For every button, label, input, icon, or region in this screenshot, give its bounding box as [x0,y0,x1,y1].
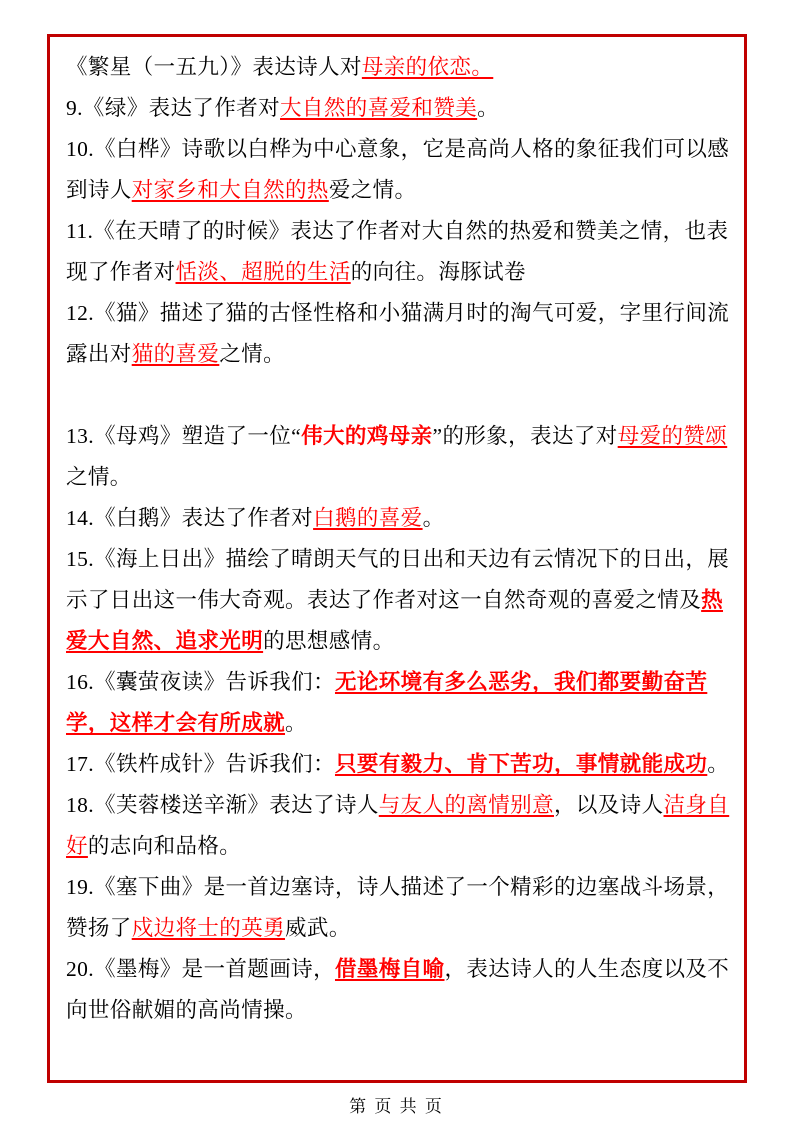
plain-text: 14.《白鹅》表达了作者对 [66,506,314,530]
plain-text: 12.《猫》描述了猫的古怪性格和小猫满月时的淘气可爱，字里行间流露出对 [66,301,730,366]
plain-text: 的向往。海豚试卷 [350,260,526,284]
plain-text: 18.《芙蓉楼送辛渐》表达了诗人 [66,793,379,817]
highlighted-text: 热爱大自然、追求光明 [66,588,724,653]
plain-text: 19.《塞下曲》是一首边塞诗，诗人描述了一个精彩的边塞战斗场景，赞扬了 [66,875,730,940]
paragraph-p-16-nangyingyedu [66,662,730,744]
plain-text: 的志向和品格。 [87,834,242,858]
paragraph-p-10-baihua [66,129,730,211]
plain-text: 9.《绿》表达了作者对 [66,96,281,120]
paragraph-p-19-saixiaqu [66,867,730,949]
highlighted-text: 伟大的鸡母亲 [301,424,433,448]
plain-text: 。 [285,711,307,735]
highlighted-text: 白鹅的喜爱 [313,506,423,530]
highlighted-text: 对家乡和大自然的热 [131,178,329,202]
plain-text: 17.《铁杵成针》告诉我们： [66,752,335,776]
plain-text: 10.《白桦》诗歌以白桦为中心意象，它是高尚人格的象征我们可以感到诗人 [66,137,730,202]
plain-text: 15.《海上日出》描绘了晴朗天气的日出和天边有云情况下的日出，展示了日出这一伟大奇观。表达了作者对这一自然奇观的喜爱之情及 [66,547,730,612]
plain-text: 。 [707,752,730,776]
paragraph-p-15-haishangrichu [66,539,730,662]
paragraph-p-11-zaitianqingle [66,211,730,293]
highlighted-text: 猫的喜爱 [131,342,220,366]
highlighted-text: 无论环境有多么恶劣，我们都要勤奋苦学，这样才会有所成就 [66,670,708,735]
paragraph-p-12-mao [66,293,730,375]
bordered-content-box [47,34,747,1083]
highlighted-text: 只要有毅力、肯下苦功，事情就能成功 [334,752,708,776]
plain-text: 《繁星（一五九）》表达诗人对 [66,55,362,79]
plain-text: 之情。 [219,342,286,366]
paragraph-p-09-lv [66,88,730,129]
highlighted-text: 母亲的依恋。 [361,55,494,79]
plain-text: 爱之情。 [328,178,417,202]
paragraph-p-13-muji [66,416,730,498]
plain-text: 。 [422,506,445,530]
highlighted-text: 借墨梅自喻 [334,957,445,981]
plain-text: 的思想感情。 [263,629,395,653]
plain-text: ”的形象，表达了对 [432,424,618,448]
page-footer: 第 页 共 页 [349,1097,444,1116]
plain-text: 11.《在天晴了的时候》表达了作者对大自然的热爱和赞美之情，也表现了作者对 [66,219,729,284]
plain-text: 之情。 [66,465,132,489]
highlighted-text: 母爱的赞颂 [617,424,728,448]
highlighted-text: 与友人的离情别意 [378,793,554,817]
plain-text: 20.《墨梅》是一首题画诗， [66,957,335,981]
highlighted-text: 洁身自好 [66,793,730,858]
paragraph-p-spacer [66,375,730,416]
document-body [66,47,730,1031]
paragraph-p-17-tiechuchengzhen [66,744,730,785]
plain-text: 13.《母鸡》塑造了一位“ [66,424,302,448]
paragraph-p-18-furonglou [66,785,730,867]
highlighted-text: 戍边将士的英勇 [131,916,286,940]
plain-text: 16.《囊萤夜读》告诉我们： [66,670,335,694]
plain-text: 。 [477,96,500,120]
plain-text: ，以及诗人 [553,793,664,817]
paragraph-p-14-baie [66,498,730,539]
highlighted-text: 恬淡、超脱的生活 [175,260,351,284]
paragraph-p-fanxing [66,47,730,88]
plain-text: ，表达诗人的人生态度以及不向世俗献媚的高尚情操。 [66,957,730,1022]
highlighted-text: 大自然的喜爱和赞美 [280,96,478,120]
paragraph-p-20-momei [66,949,730,1031]
plain-text: 威武。 [285,916,351,940]
